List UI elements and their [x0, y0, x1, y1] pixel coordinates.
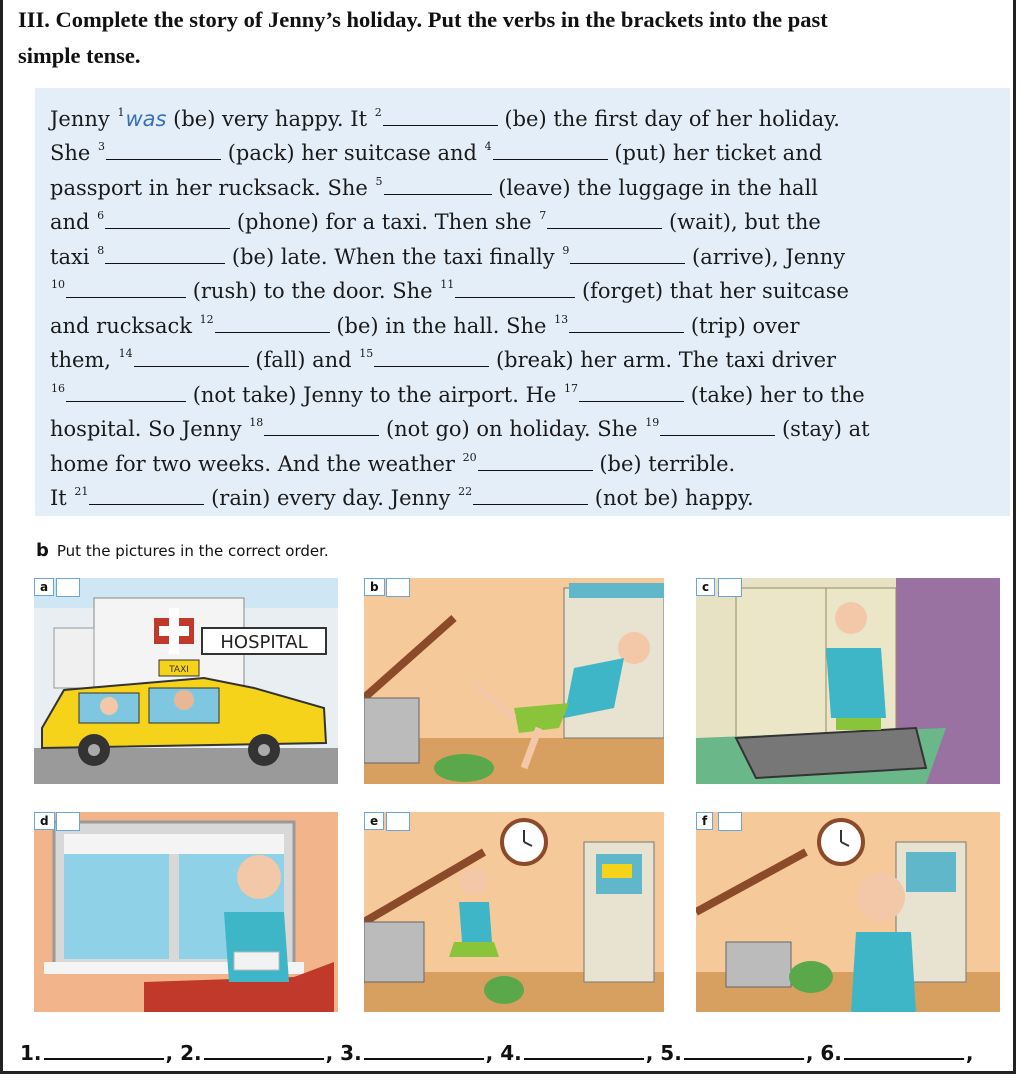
answer-blank[interactable]: [473, 484, 588, 505]
answer-blank[interactable]: [66, 277, 186, 298]
story-line: home for two weeks. And the weather $^{20}$ (be) terrible.: [50, 451, 736, 476]
order-blank[interactable]: [204, 1040, 324, 1060]
story-line: taxi $^8$ (be) late. When the taxi finally $^9$ (arrive), Jenny: [50, 244, 846, 269]
answer-blank[interactable]: [384, 174, 492, 195]
answer-blank[interactable]: [570, 243, 685, 264]
answer-blank[interactable]: [106, 139, 221, 160]
phone-illustration: [696, 812, 1000, 1012]
heading-line-2: simple tense.: [18, 43, 141, 68]
answer-box[interactable]: [386, 812, 410, 831]
answer-blank[interactable]: [89, 484, 204, 505]
heading-line-1: III. Complete the story of Jenny’s holiday. Put the verbs in the brackets into the past: [18, 7, 828, 32]
picture-label: c: [696, 578, 715, 596]
story-line: $^{10}$ (rush) to the door. She $^{11}$ (forget) that her suitcase: [51, 278, 849, 303]
hospital-sign: HOSPITAL: [220, 632, 308, 653]
answer-blank[interactable]: [374, 346, 489, 367]
answer-blank[interactable]: [264, 415, 379, 436]
picture-label: a: [34, 578, 54, 596]
taxi-hospital-illustration: [34, 578, 338, 784]
story-line: and rucksack $^{12}$ (be) in the hall. She $^{13}$ (trip) over: [50, 313, 800, 338]
answer-blank[interactable]: [383, 105, 498, 126]
story-line: She $^3$ (pack) her suitcase and $^4$ (put) her ticket and: [50, 140, 823, 165]
exercise-heading: [18, 2, 1008, 74]
story-line: them, $^{14}$ (fall) and $^{15}$ (break) her arm. The taxi driver: [50, 347, 837, 372]
packing-illustration: [696, 578, 1000, 784]
answer-blank[interactable]: [547, 208, 662, 229]
taxi-sign: TAXI: [169, 665, 189, 675]
picture-label: e: [364, 812, 384, 830]
story-line: passport in her rucksack. She $^5$ (leave) the luggage in the hall: [50, 175, 818, 200]
answer-blank[interactable]: [134, 346, 249, 367]
story-line: It $^{21}$ (rain) every day. Jenny $^{22}$ (not be) happy.: [50, 485, 754, 510]
picture-a: [34, 578, 338, 784]
story-line: hospital. So Jenny $^{18}$ (not go) on holiday. She $^{19}$ (stay) at: [50, 416, 870, 441]
answer-blank[interactable]: [105, 208, 230, 229]
answer-blank[interactable]: [569, 312, 684, 333]
answer-blank[interactable]: [579, 381, 684, 402]
answer-box[interactable]: [56, 578, 80, 597]
order-blank[interactable]: [844, 1040, 964, 1060]
answer-box[interactable]: [386, 578, 410, 597]
picture-e: [364, 812, 664, 1012]
trip-illustration: [364, 578, 664, 784]
order-blank[interactable]: [44, 1040, 164, 1060]
answer-blank[interactable]: [493, 139, 608, 160]
picture-d: [34, 812, 338, 1012]
story-line: and $^6$ (phone) for a taxi. Then she $^7$ (wait), but the: [50, 209, 821, 234]
answer-box[interactable]: [56, 812, 80, 831]
answer-box[interactable]: [718, 578, 742, 597]
answer-blank[interactable]: [478, 450, 593, 471]
order-blank[interactable]: [684, 1040, 804, 1060]
answer-blank[interactable]: [660, 415, 775, 436]
picture-c: [696, 578, 1000, 784]
answer-blank[interactable]: [105, 243, 225, 264]
story-box: [35, 88, 1010, 516]
order-blank[interactable]: [524, 1040, 644, 1060]
rain-illustration: [34, 812, 338, 1012]
picture-f: [696, 812, 1000, 1012]
story-line: $^{16}$ (not take) Jenny to the airport. He $^{17}$ (take) her to the: [51, 382, 865, 407]
answer-order-line: 1. , 2. , 3. , 4. , 5. , 6. ,: [20, 1041, 974, 1065]
rush-illustration: [364, 812, 664, 1012]
part-b-instruction: b Put the pictures in the correct order.: [36, 540, 329, 561]
answer-blank[interactable]: [215, 312, 330, 333]
picture-label: b: [364, 578, 385, 596]
story-line: Jenny $^1$was (be) very happy. It $^2$ (be) the first day of her holiday.: [50, 106, 840, 131]
picture-label: f: [696, 812, 713, 830]
order-blank[interactable]: [364, 1040, 484, 1060]
answer-blank[interactable]: [455, 277, 575, 298]
answer-blank[interactable]: [66, 381, 186, 402]
picture-b: [364, 578, 664, 784]
answer-box[interactable]: [718, 812, 742, 831]
picture-label: d: [34, 812, 55, 830]
